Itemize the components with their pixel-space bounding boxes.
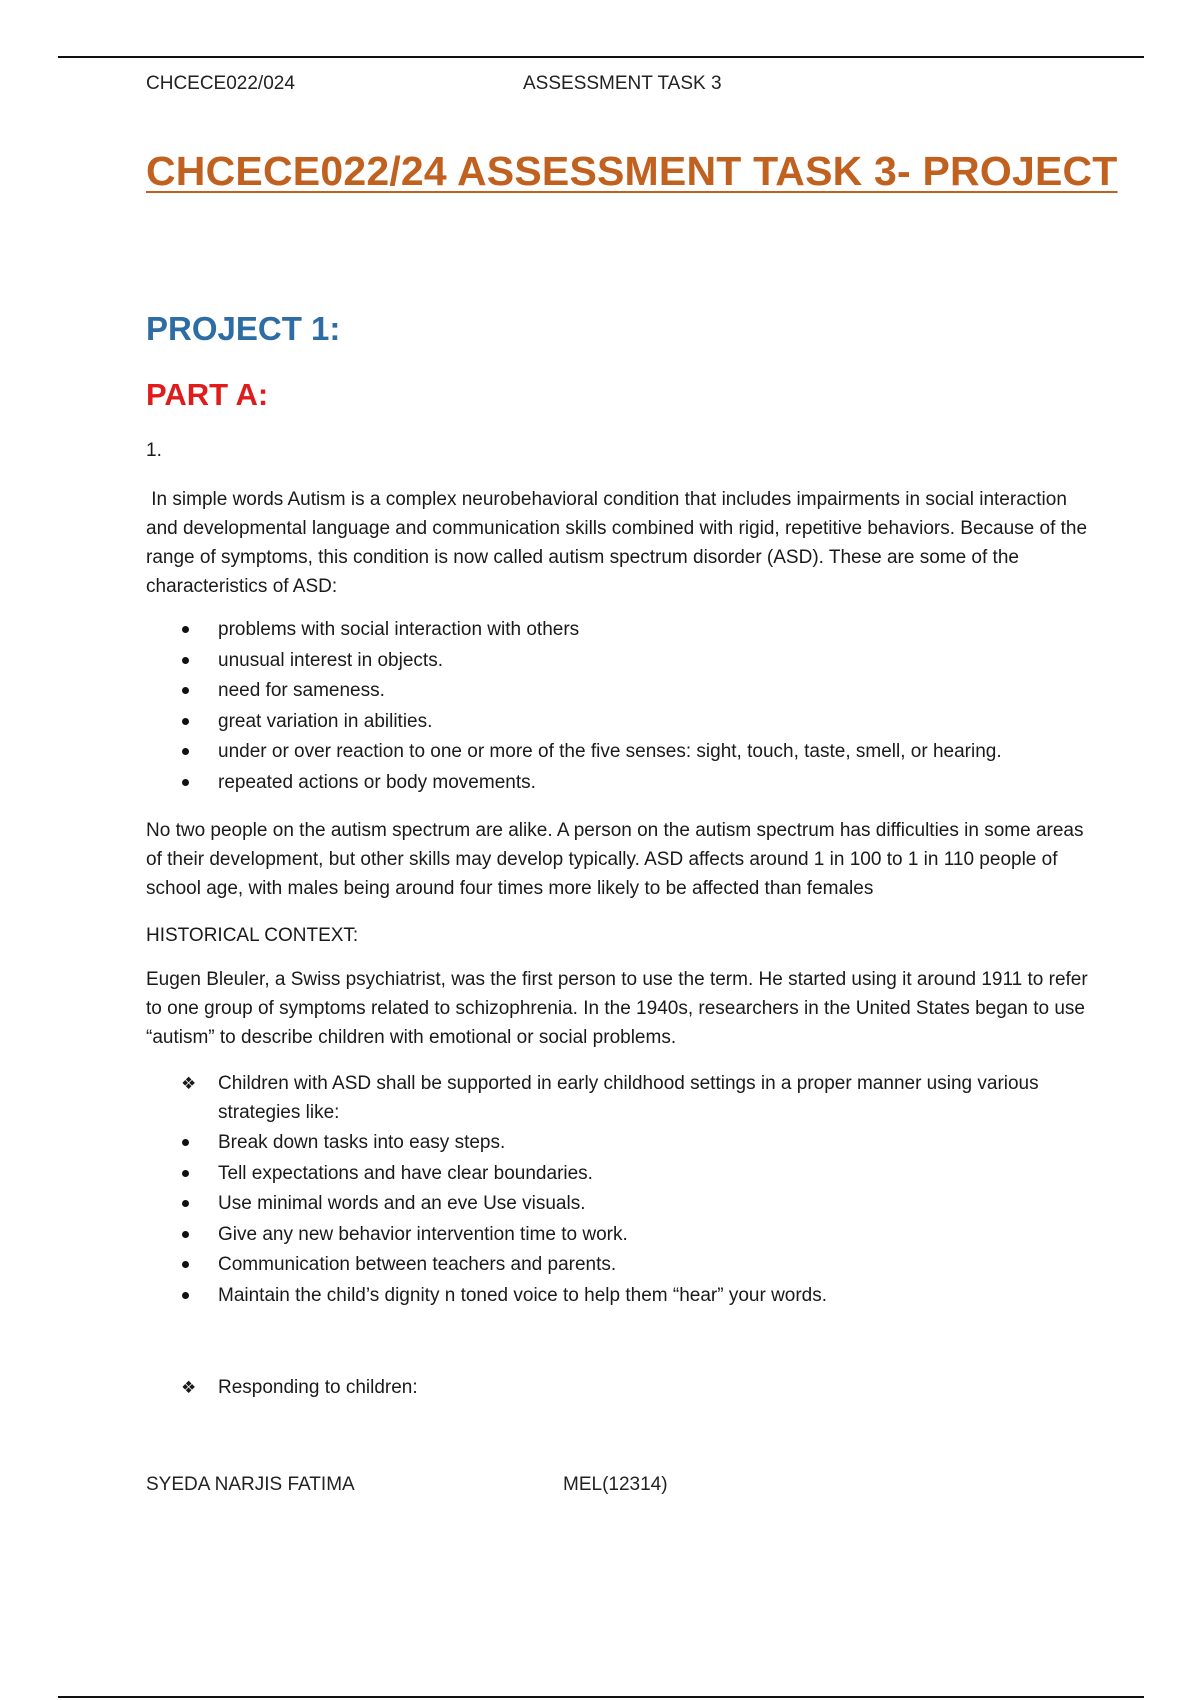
list-item: Break down tasks into easy steps. bbox=[146, 1128, 1096, 1159]
list-item: Use minimal words and an eve Use visuals. bbox=[146, 1189, 1096, 1220]
bullet-icon bbox=[182, 718, 189, 725]
bullet-icon bbox=[182, 1231, 189, 1238]
strategies-list bbox=[146, 1128, 1096, 1311]
header-rule bbox=[58, 56, 1144, 58]
intro-paragraph: In simple words Autism is a complex neurobehavioral condition that includes impairments in social interaction and developmental language and communication skills combined with rigid, repetitive behaviors. Because of the range of symptoms, this condition is now called autism spectrum disorder (ASD). These are some of the characteristics of ASD: bbox=[146, 489, 1093, 597]
bullet-icon bbox=[182, 1292, 189, 1299]
support-section bbox=[146, 1069, 1096, 1311]
historical-paragraph: Eugen Bleuler, a Swiss psychiatrist, was the first person to use the term. He started using it around 1911 to refer to one group of symptoms related to schizophrenia. In the 1940s, researchers in the United States began to use “autism” to describe children with emotional or social problems. bbox=[146, 969, 1088, 1048]
bullet-icon bbox=[182, 1139, 189, 1146]
page-header bbox=[146, 73, 1096, 97]
spectrum-paragraph: No two people on the autism spectrum are alike. A person on the autism spectrum has difficulties in some areas of their development, but other skills may develop typically. ASD affects around 1 in 100 to 1 in 110 people of school age, with males being around four times more likely to be affected than females bbox=[146, 820, 1084, 899]
list-item: Tell expectations and have clear boundaries. bbox=[146, 1159, 1096, 1190]
responding-item: ❖ Responding to children: bbox=[146, 1373, 1096, 1402]
footer-author: SYEDA NARJIS FATIMA bbox=[146, 1474, 355, 1495]
bullet-icon bbox=[182, 687, 189, 694]
list-item: problems with social interaction with others bbox=[146, 615, 1096, 646]
page-footer bbox=[146, 1474, 1096, 1498]
historical-heading: HISTORICAL CONTEXT: bbox=[146, 925, 359, 946]
header-task-label: ASSESSMENT TASK 3 bbox=[523, 73, 722, 94]
bullet-icon bbox=[182, 1170, 189, 1177]
characteristics-list bbox=[146, 615, 1096, 798]
bullet-icon bbox=[182, 626, 189, 633]
historical-heading-wrap bbox=[146, 921, 1096, 950]
list-item: unusual interest in objects. bbox=[146, 646, 1096, 677]
diamond-bullet-icon: ❖ bbox=[181, 1074, 197, 1093]
bullet-icon bbox=[182, 1261, 189, 1268]
header-course-code: CHCECE022/024 bbox=[146, 73, 295, 94]
document-title: CHCECE022/24 ASSESSMENT TASK 3- PROJECT bbox=[146, 148, 1118, 194]
question-number: 1. bbox=[146, 440, 162, 461]
list-item: need for sameness. bbox=[146, 676, 1096, 707]
responding-section bbox=[146, 1373, 1096, 1402]
bullet-icon bbox=[182, 1200, 189, 1207]
intro-section bbox=[146, 485, 1096, 601]
diamond-bullet-icon: ❖ bbox=[181, 1378, 197, 1397]
bullet-icon bbox=[182, 748, 189, 755]
support-intro-item: ❖ Children with ASD shall be supported in early childhood settings in a proper manner using various strategies like: bbox=[146, 1069, 1096, 1127]
spectrum-section bbox=[146, 816, 1096, 903]
part-heading: PART A: bbox=[146, 377, 269, 412]
list-item: repeated actions or body movements. bbox=[146, 768, 1096, 799]
project-heading: PROJECT 1: bbox=[146, 310, 341, 347]
list-item: great variation in abilities. bbox=[146, 707, 1096, 738]
bullet-icon bbox=[182, 779, 189, 786]
list-item: under or over reaction to one or more of the five senses: sight, touch, taste, smell, or hearing. bbox=[146, 737, 1096, 768]
historical-section bbox=[146, 965, 1096, 1052]
list-item: Communication between teachers and parents. bbox=[146, 1250, 1096, 1281]
list-item: Maintain the child’s dignity n toned voice to help them “hear” your words. bbox=[146, 1281, 1096, 1312]
footer-rule bbox=[58, 1696, 1144, 1698]
list-item: Give any new behavior intervention time to work. bbox=[146, 1220, 1096, 1251]
footer-student-id: MEL(12314) bbox=[563, 1474, 668, 1495]
characteristics-section bbox=[146, 615, 1096, 798]
bullet-icon bbox=[182, 657, 189, 664]
